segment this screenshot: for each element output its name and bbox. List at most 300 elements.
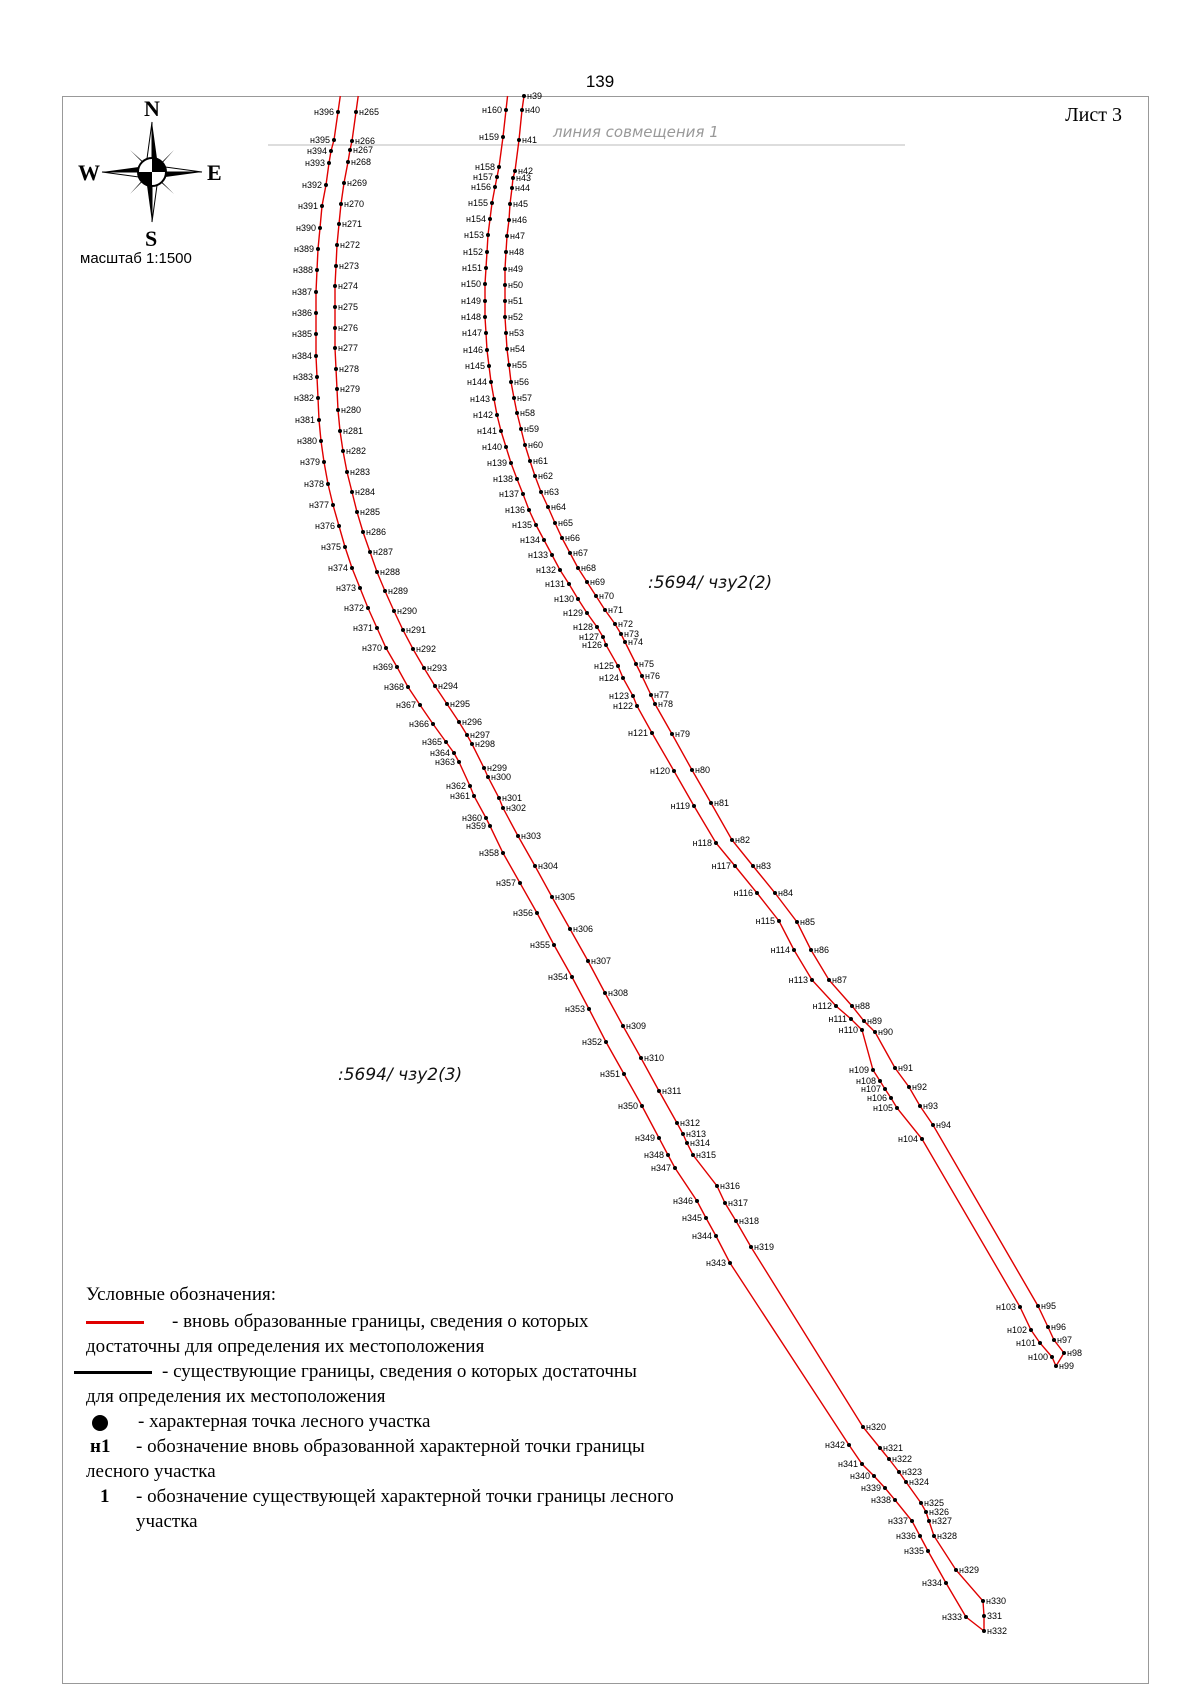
point-label: н379 [300,457,320,467]
point-label: н81 [714,798,729,808]
point-label: н336 [896,1531,916,1541]
point-marker [354,110,358,114]
point-marker [375,570,379,574]
point-marker [345,470,349,474]
point-label: н126 [582,640,602,650]
point-label: н269 [347,178,367,188]
point-label: н360 [462,813,482,823]
point-marker [585,580,589,584]
point-marker [728,1261,732,1265]
point-label: н104 [898,1134,918,1144]
point-label: н381 [295,415,315,425]
point-label: н130 [554,594,574,604]
point-marker [861,1425,865,1429]
point-marker [470,742,474,746]
point-label: н323 [902,1467,922,1477]
point-marker [314,354,318,358]
point-marker [533,474,537,478]
red-line-icon [86,1321,144,1324]
point-marker [368,550,372,554]
point-label: н138 [493,474,513,484]
point-marker [1038,1341,1042,1345]
zone-label-a: :5694/ чзу2(2) [648,573,773,593]
point-label: н277 [338,343,358,353]
point-label: н365 [422,737,442,747]
point-marker [749,1245,753,1249]
point-marker [692,804,696,808]
point-marker [639,1056,643,1060]
point-label: н329 [959,1565,979,1575]
point-label: н64 [551,502,566,512]
point-label: н150 [461,279,481,289]
point-marker [319,439,323,443]
point-label: н116 [733,888,753,898]
point-label: н39 [527,91,542,101]
point-marker [586,959,590,963]
point-label: н268 [351,157,371,167]
point-marker [895,1106,899,1110]
black-line-icon [74,1371,152,1374]
point-marker [1054,1364,1058,1368]
point-label: н149 [461,296,481,306]
point-label: н333 [942,1612,962,1622]
point-marker [314,332,318,336]
point-marker [504,108,508,112]
point-label: н60 [528,440,543,450]
point-marker [553,521,557,525]
point-label: н99 [1059,1361,1074,1371]
legend-title: Условные обозначения: [86,1284,277,1305]
legend [86,1282,846,1534]
boundary-line-b-right [505,96,1064,1366]
point-marker [504,445,508,449]
point-marker [795,920,799,924]
legend-row-new-boundary [86,1309,846,1334]
point-marker [690,768,694,772]
point-marker [1046,1325,1050,1329]
point-label: н96 [1051,1322,1066,1332]
point-label: н135 [512,520,532,530]
point-label: н299 [487,763,507,773]
point-label: н310 [644,1053,664,1063]
point-label: н352 [582,1037,602,1047]
point-label: н118 [692,838,712,848]
point-marker [873,1030,877,1034]
legend-row-new-point [86,1434,846,1459]
point-marker [534,523,538,527]
point-marker [542,538,546,542]
point-marker [361,530,365,534]
point-label: н361 [450,791,470,801]
point-label: н270 [344,199,364,209]
point-marker [657,1089,661,1093]
point-marker [486,233,490,237]
point-label: н385 [292,329,312,339]
point-marker [893,1066,897,1070]
point-label: н286 [366,527,386,537]
point-label: н276 [338,323,358,333]
point-label: н370 [362,643,382,653]
point-marker [484,331,488,335]
point-marker [550,553,554,557]
point-label: н279 [340,384,360,394]
point-label: н363 [435,757,455,767]
point-marker [653,702,657,706]
point-marker [587,1007,591,1011]
point-marker [334,264,338,268]
point-label: н108 [856,1076,876,1086]
point-marker [1036,1304,1040,1308]
point-label: н374 [328,563,348,573]
point-label: н358 [479,848,499,858]
sheet-label: Лист 3 [1065,104,1122,126]
point-label: н285 [360,507,380,517]
point-label: н320 [866,1422,886,1432]
point-label: н155 [468,198,488,208]
point-marker [503,315,507,319]
point-label: н303 [521,831,541,841]
point-marker [315,375,319,379]
point-marker [714,1234,718,1238]
point-marker [883,1486,887,1490]
point-label: н93 [923,1101,938,1111]
point-label: н89 [867,1016,882,1026]
point-marker [326,482,330,486]
point-label: н288 [380,567,400,577]
point-marker [920,1137,924,1141]
point-label: н41 [522,135,537,145]
point-marker [634,662,638,666]
point-label: н122 [613,701,633,711]
point-label: н339 [861,1483,881,1493]
point-label: н315 [696,1150,716,1160]
point-marker [336,110,340,114]
point-marker [490,201,494,205]
point-marker [919,1501,923,1505]
point-label: н82 [735,835,750,845]
point-label: н378 [304,479,324,489]
point-marker [847,1443,851,1447]
point-label: н332 [987,1626,1007,1636]
point-marker [484,816,488,820]
point-marker [484,266,488,270]
point-label: н127 [579,632,599,642]
point-marker [850,1004,854,1008]
point-label: н308 [608,988,628,998]
point-label: н67 [573,548,588,558]
point-label: н297 [470,730,490,740]
point-label: н367 [396,700,416,710]
point-marker [499,429,503,433]
point-label: н85 [800,917,815,927]
point-label: н61 [533,456,548,466]
point-marker [343,545,347,549]
point-label: н271 [342,219,362,229]
point-marker [773,891,777,895]
point-marker [883,1087,887,1091]
point-label: н291 [406,625,426,635]
point-marker [334,367,338,371]
point-marker [324,183,328,187]
point-marker [672,769,676,773]
point-label: н307 [591,956,611,966]
point-label: н350 [618,1101,638,1111]
point-label: н388 [293,265,313,275]
point-label: н384 [292,351,312,361]
point-label: н92 [912,1082,927,1092]
point-marker [350,490,354,494]
point-marker [401,628,405,632]
point-label: н53 [509,328,524,338]
compass-rose-icon [78,96,222,251]
point-marker [366,606,370,610]
point-marker [337,524,341,528]
point-label: н318 [739,1216,759,1226]
point-marker [317,418,321,422]
point-label: н344 [692,1231,712,1241]
point-marker [730,838,734,842]
point-marker [355,510,359,514]
point-label: н137 [499,489,519,499]
point-marker [433,684,437,688]
point-label: н58 [520,408,535,418]
point-label: н40 [525,105,540,115]
point-marker [445,702,449,706]
point-marker [336,408,340,412]
point-label: н382 [294,393,314,403]
point-marker [316,247,320,251]
point-marker [332,138,336,142]
point-label: н392 [302,180,322,190]
point-label: н142 [473,410,493,420]
point-marker [585,611,589,615]
point-label: н106 [867,1093,887,1103]
point-label: н317 [728,1198,748,1208]
point-marker [792,948,796,952]
point-label: н47 [510,231,525,241]
point-label: н68 [581,563,596,573]
point-label: н125 [594,661,614,671]
point-label: н280 [341,405,361,415]
point-marker [603,991,607,995]
point-marker [503,283,507,287]
point-marker [918,1534,922,1538]
point-marker [704,1216,708,1220]
point-marker [887,1457,891,1461]
point-label: н101 [1016,1338,1036,1348]
point-label: н347 [651,1163,671,1173]
point-label: н119 [670,801,690,811]
point-marker [621,1024,625,1028]
point-marker [657,1136,661,1140]
point-label: н78 [658,699,673,709]
point-label: н327 [932,1516,952,1526]
point-label: н143 [470,394,490,404]
point-marker [468,784,472,788]
point-label: н395 [310,135,330,145]
point-label: н265 [359,107,379,117]
point-marker [422,666,426,670]
point-label: н353 [565,1004,585,1014]
point-label: н98 [1067,1348,1082,1358]
point-marker [918,1104,922,1108]
compass-south: S [145,226,158,251]
point-marker [418,703,422,707]
point-marker [751,864,755,868]
point-marker [924,1510,928,1514]
point-marker [982,1629,986,1633]
legend-black-line-text-2: для определения их местоположения [86,1386,386,1407]
point-label: н334 [922,1578,942,1588]
point-label: н129 [563,608,583,618]
point-marker [982,1614,986,1618]
point-marker [981,1599,985,1603]
point-marker [486,775,490,779]
point-marker [860,1462,864,1466]
point-marker [335,387,339,391]
scale-label: масштаб 1:1500 [80,250,192,267]
point-marker [904,1480,908,1484]
point-marker [518,881,522,885]
point-label: н330 [986,1596,1006,1606]
point-label: н376 [315,521,335,531]
point-label: н146 [463,345,483,355]
point-marker [507,218,511,222]
point-marker [810,978,814,982]
legend-existing-symbol: 1 [100,1486,110,1507]
point-label: н343 [706,1258,726,1268]
point-label: н63 [544,487,559,497]
point-label: н278 [339,364,359,374]
point-marker [666,1153,670,1157]
point-marker [733,864,737,868]
point-marker [341,449,345,453]
point-marker [452,751,456,755]
compass-west: W [78,160,100,185]
point-marker [501,851,505,855]
point-label: н296 [462,717,482,727]
legend-black-line-text: - существующие границы, сведения о которых достаточны [162,1361,637,1382]
boundary-line-b-left [485,96,1052,1357]
point-label: н97 [1057,1335,1072,1345]
point-label: н159 [479,132,499,142]
point-label: н136 [505,505,525,515]
point-marker [570,975,574,979]
point-label: н394 [307,146,327,156]
point-marker [528,459,532,463]
point-label: н100 [1028,1352,1048,1362]
point-label: н114 [770,945,790,955]
point-marker [622,1072,626,1076]
point-label: н387 [292,287,312,297]
point-marker [558,568,562,572]
point-marker [316,396,320,400]
point-marker [734,1219,738,1223]
point-label: н102 [1007,1325,1027,1335]
point-marker [487,364,491,368]
point-marker [337,222,341,226]
point-marker [964,1615,968,1619]
point-label: н121 [628,728,648,738]
point-label: н103 [996,1302,1016,1312]
point-label: н139 [487,458,507,468]
page-number: 139 [585,72,615,91]
point-label: н301 [502,793,522,803]
point-label: н368 [384,682,404,692]
point-label: н152 [463,247,483,257]
point-label: н274 [338,281,358,291]
point-marker [489,380,493,384]
point-label: н346 [673,1196,693,1206]
point-label: н151 [462,263,482,273]
point-marker [613,622,617,626]
point-marker [497,796,501,800]
point-marker [878,1079,882,1083]
point-marker [522,94,526,98]
point-label: н144 [467,377,487,387]
point-marker [488,824,492,828]
point-marker [550,895,554,899]
point-marker [339,202,343,206]
point-marker [944,1581,948,1585]
match-line-label: линия совмещения 1 [553,123,719,141]
point-label: н298 [475,739,495,749]
point-marker [329,149,333,153]
point-label: н84 [778,888,793,898]
point-marker [515,411,519,415]
point-label: н57 [517,393,532,403]
point-label: н131 [545,579,565,589]
point-label: н124 [599,673,619,683]
point-marker [681,1132,685,1136]
point-label: н79 [675,729,690,739]
point-label: н72 [618,619,633,629]
point-marker [927,1519,931,1523]
point-label: н120 [650,766,670,776]
point-label: н272 [340,240,360,250]
legend-red-line-text-2: достаточны для определения их местоположения [86,1336,485,1357]
point-label: н305 [555,892,575,902]
point-marker [604,1040,608,1044]
point-label: н160 [482,105,502,115]
point-marker [485,348,489,352]
point-label: н56 [514,377,529,387]
point-label: н107 [861,1084,881,1094]
compass-east: E [207,160,222,185]
point-marker [508,202,512,206]
point-label: н390 [296,223,316,233]
point-label: н293 [427,663,447,673]
point-label: н140 [482,442,502,452]
point-label: 331 [987,1611,1003,1621]
point-label: н393 [305,158,325,168]
point-marker [619,632,623,636]
point-marker [1029,1328,1033,1332]
point-label: н117 [711,861,731,871]
point-marker [755,891,759,895]
point-marker [346,160,350,164]
point-label: н147 [462,328,482,338]
point-label: н158 [475,162,495,172]
point-label: н141 [477,426,497,436]
compass-north: N [144,96,160,121]
point-label: н95 [1041,1301,1056,1311]
point-marker [515,477,519,481]
point-label: н70 [599,591,614,601]
point-marker [504,250,508,254]
point-label: н281 [343,426,363,436]
point-marker [777,919,781,923]
